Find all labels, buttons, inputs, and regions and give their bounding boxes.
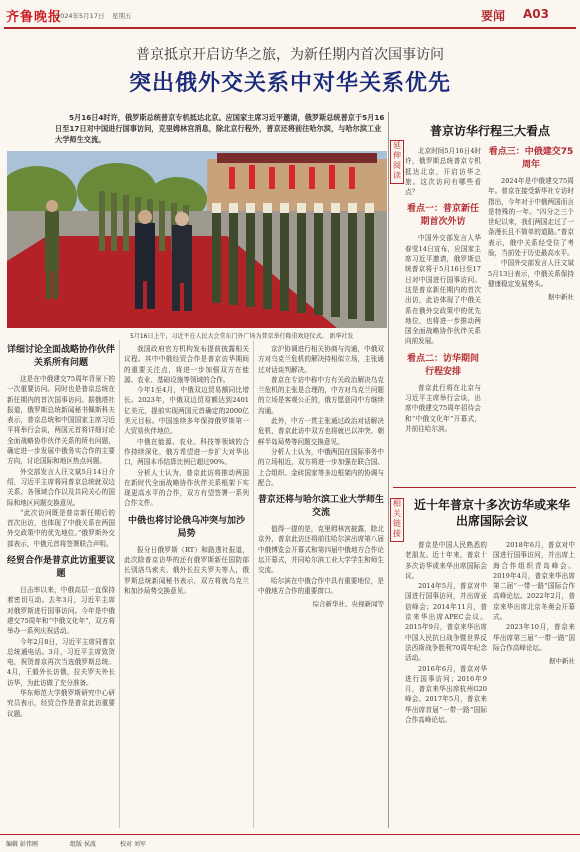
body-paragraph: 中国外交部发言人华春莹14日宣布，应国家主席习近平邀请，俄罗斯总统普京将于5月16日至17日对中国进行国事访问。这是普京新任期内的首次出访，此访体现了中俄关系在俄外交政策中的优先地位，也将进一步推动两国全面战略协作伙伴关系向前发展。 [405,234,481,346]
body-paragraph: 中俄在能源、农业、科技等领域的合作持续深化，俄方希望进一步扩大对华出口，两国本币结算比例已超过90%。 [124,437,249,467]
body-paragraph: “此次访问既是普京新任期后的首次出访，也体现了中俄关系在两国外交政策中的优先地位。”俄罗斯外交部表示，中俄元首将签署联合声明。 [7,508,115,548]
body-paragraph: 分析人士认为，中俄两国在国际事务中的立场相近，双方将进一步加强在联合国、上合组织、金砖国家等多边框架内的协调与配合。 [258,447,384,487]
sidebar-column-3 [405,540,487,725]
page-number: A03 [523,7,549,21]
body-paragraph: 我国政府官方机构发布提前披露相关议程。其中中俄经贸合作是普京访华期间的重要关注点，将进一步加强双方在能源、农业、基础设施等领域的合作。 [124,345,249,384]
body-paragraph: 中国外交部发言人汪文斌5月13日表示，中俄关系保持健康稳定发展势头。 [488,259,574,288]
photo-caption: 5月16日上午，习近平在人民大会堂东门外广场为普京举行隆重欢迎仪式。 新华社发 [130,333,354,340]
section-heading: 经贸合作是普京此访重要议题 [7,556,116,580]
section-tag: 延伸阅读 [390,140,404,184]
body-paragraph: 华东师范大学俄罗斯研究中心研究员表示，经贸合作是普京此访重要议题。 [7,689,115,718]
issue-weekday: 星期五 [112,12,132,20]
column-divider [119,340,120,828]
sidebar-divider [393,487,576,488]
sidebar-column-2 [488,146,574,303]
lede-paragraph: 5月16日4时许，俄罗斯总统普京专机抵达北京。应国家主席习近平邀请，俄罗斯总统普京于5月16日至17日对中国进行国事访问，克里姆林宫消息，除北京行程外，普京还将前往哈尔滨，与哈尔滨工业大学师生交流。 [55,113,385,144]
design-credit: 组版 侯波 [70,841,96,848]
body-paragraph: 目击率以来，中俄高层一直保持着密切互动。去年3月，习近平主席对俄罗斯进行国事访问。今年是中俄建交75周年和“中俄文化年”，双方将举办一系列庆祝活动。 [7,586,115,636]
sidebar-title: 普京访华行程三大看点 [429,124,550,138]
article-column-3 [258,344,384,610]
source-credit: 综合新华社、央视新闻等 [312,600,384,609]
body-paragraph: 分析人士认为，普京此访将推动两国在新时代全面战略协作伙伴关系框架下实现更高水平的合作，双方有望签署一系列合作文件。 [124,468,249,508]
body-paragraph: 值得一提的是，克里姆林宫披露，除北京外，普京此访还将前往哈尔滨出席第八届中俄博览会开幕式和第四届中俄地方合作论坛开幕式，并同哈尔滨工业大学学生和师生交流。 [258,525,384,575]
body-paragraph: 2023年10月，普京来华出席第三届“一带一路”国际合作高峰论坛。 [493,623,575,652]
body-paragraph: 普京是中国人民熟悉的老朋友。近十年来，普京十多次访华或来华出席国际会议。 [405,541,487,580]
body-paragraph: 京沪协调进行相关协商与沟通，中俄双方对乌克兰危机的解决持相似立场，主张通过对话谈判解决。 [258,345,384,374]
section-heading: 普京还将与哈尔滨工业大学师生交流 [258,495,385,519]
section-name: 要闻 [481,9,506,23]
article-column-1 [7,344,115,719]
source-credit: 据中新社 [549,657,575,666]
body-paragraph: 2024年是中俄建交75周年。普京在接受新华社专访时指出，今年对于中俄两国而言是特殊的一年。“四分之三个世纪以来，我们两国走过了一条漫长且不简单的道路。”普京表示，俄中关系经受住了考验，当前处于历史最高水平。 [488,177,574,258]
issue-date: 2024年5月17日 [56,12,105,20]
body-paragraph: 2016年6月，普京对华进行国事访问；2016年9月，普京来华出席杭州G20峰会。2017年5月，普京来华出席首届“一带一路”国际合作高峰论坛。 [405,664,487,725]
body-paragraph: 普京此行将在北京与习近平主席举行会谈，出席中俄建交75周年招待会和“中俄文化年”开幕式，并前往哈尔滨。 [405,383,481,433]
body-paragraph: 普京在专访中称中方有关政治解决乌克兰危机的主张是合理的，中方对乌克兰问题的立场是客观公正的，俄方愿意同中方继续沟通。 [258,375,384,415]
body-paragraph: 这是在中俄建交75周年背景下的一次重要访问。同时也是普京总统在新任期内的首次国事访问。据俄塔社报道，俄罗斯总统新闻秘书佩斯科夫表示，普京总统和中国国家主席习近平将举行会谈，两国元首将详细讨论全面战略协作伙伴关系的所有问题，确定进一步发展中俄务实合作的主要方向，讨论国际和地区热点问题。 [7,375,115,466]
page-footer [0,834,580,852]
sidebar-column-1 [405,146,481,434]
body-paragraph: 今年2月8日，习近平主席同普京总统通电话。3月，习近平主席致贺电，祝贺普京再次当选俄罗斯总统。4月，王毅外长访俄，拉夫罗夫外长访华，为此访做了充分准备。 [7,637,115,687]
ceremony-photo [7,151,387,328]
source-credit: 据中新社 [548,293,574,302]
section-tag: 相关链接 [390,498,404,542]
body-paragraph: 报分日俄罗斯（RT）和路透社报道，此次除普京访华的还有俄罗斯新任国防部长别洛乌索夫、俄外长拉夫罗夫等人，俄罗斯总统新闻秘书表示，双方将就乌克兰和加沙局势交换意见。 [124,545,249,595]
section-heading: 详细讨论全面战略协作伙伴关系所有问题 [7,345,116,368]
sidebar-title: 近十年普京十多次访华或来华出席国际会议 [413,498,570,528]
body-paragraph: 2014年5月，普京对中国进行国事访问，并出席亚信峰会；2014年11月，普京来华出席APEC会议。2015年9月，普京来华出席中国人民抗日战争暨世界反法西斯战争胜利70周年纪念活动。 [405,582,487,663]
headline: 突出俄外交关系中对华关系优先 [128,71,451,96]
section-heading: 中俄也将讨论俄乌冲突与加沙局势 [127,515,245,539]
body-paragraph: 外交部发言人汪文斌5月14日介绍，习近平主席将同普京总统就双边关系、各领域合作以及共同关心的国际和地区问题交换意见。 [7,467,115,507]
proof-credit: 校对 刘军 [120,841,146,848]
editor-credit: 编辑 彭伟刚 [6,841,38,848]
body-paragraph: 2018年6月，普京对中国进行国事访问，并出席上海合作组织青岛峰会。2019年4月，普京来华出席第二届“一带一路”国际合作高峰论坛。2022年2月，普京来华出席北京冬奥会开幕式。 [493,541,575,622]
masthead-rule [4,27,576,29]
sidebar-column-4 [493,540,575,667]
point-heading: 看点一：普京新任期首次外访 [406,204,479,228]
body-paragraph: 此外，中方一贯主张通过政治对话解决危机，普京此访中双方也将就巴以冲突、朝鲜半岛局势等问题交换意见。 [258,417,384,446]
kicker: 普京抵京开启访华之旅，为新任期内首次国事访问 [136,47,444,63]
column-divider [388,112,389,828]
point-heading: 看点三：中俄建交75周年 [488,147,574,170]
newspaper-logo: 齐鲁晚报 [6,10,63,25]
point-heading: 看点二：访华期间行程安排 [406,353,479,377]
body-paragraph: 今年1至4月，中俄双边贸易额同比增长。2023年，中俄双边贸易额达到2401亿美元，提前实现两国元首确定的2000亿美元目标。中国连续多年保持俄罗斯第一大贸易伙伴地位。 [124,386,249,436]
column-divider [253,340,254,828]
article-column-2 [124,344,249,596]
body-paragraph: 哈尔滨在中俄合作中具有重要地位，是中俄地方合作的重要窗口。 [258,576,384,595]
masthead [0,0,580,38]
body-paragraph: 北京时间5月16日4时许，俄罗斯总统普京专机抵达北京，开启访华之旅。这次访问有哪些看点？ [405,147,481,197]
